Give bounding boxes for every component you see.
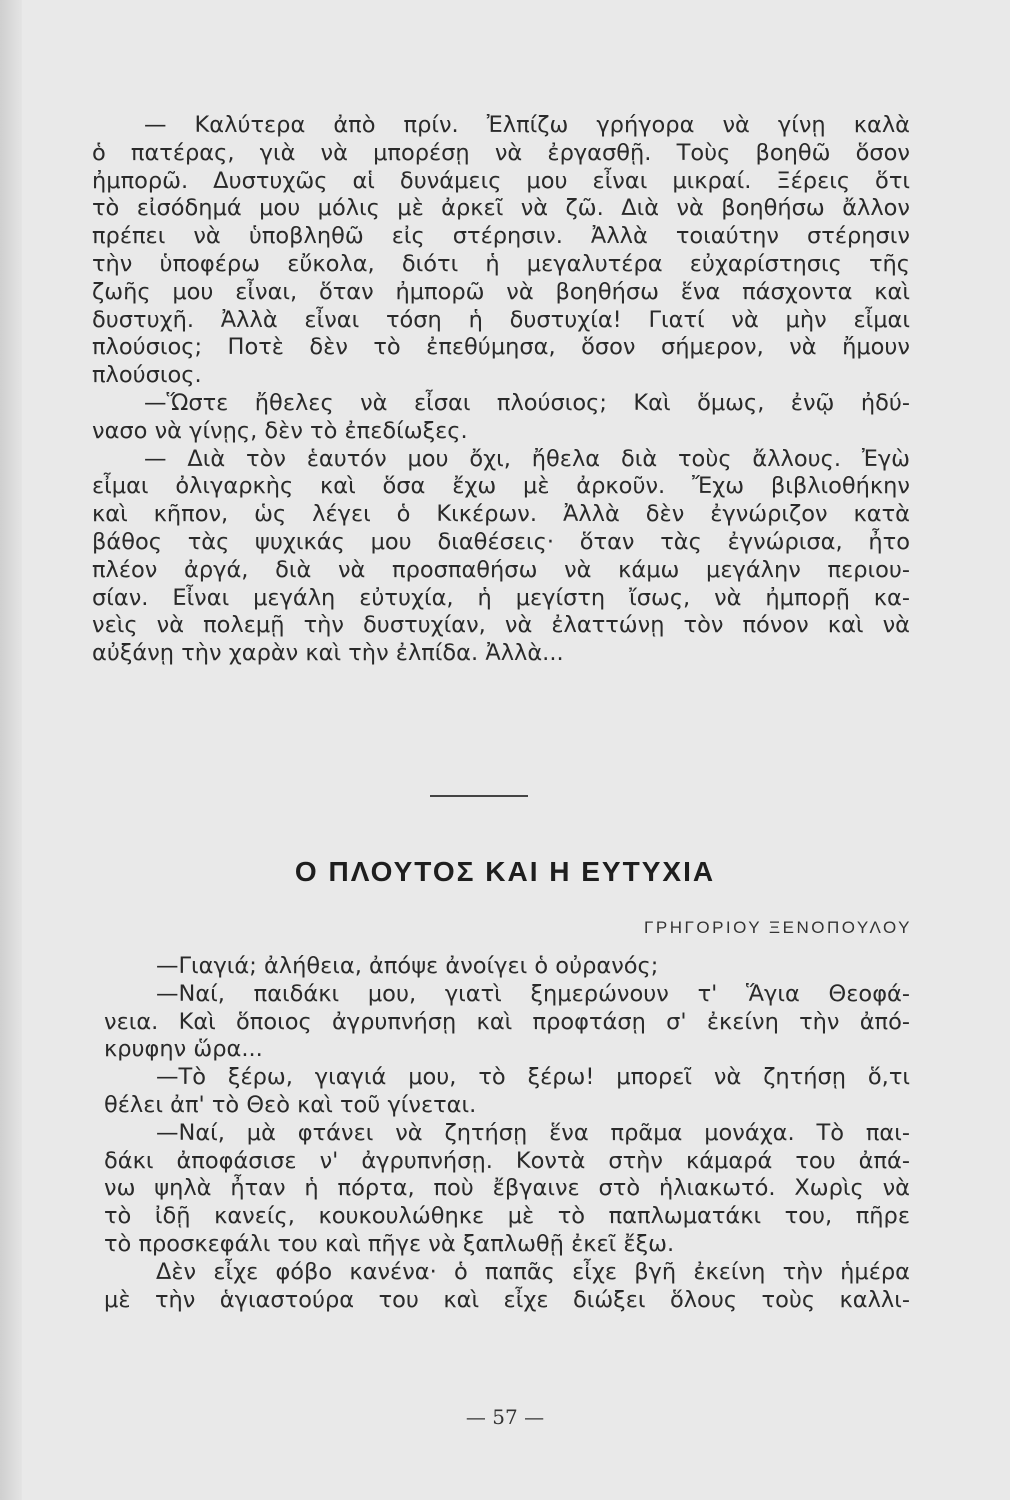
text-line: ἠμπορῶ. Δυστυχῶς αἱ δυνάμεις μου εἶναι μικραί. Ξέρεις ὅτι: [92, 167, 910, 194]
text-line: νω ψηλὰ ἦταν ἡ πόρτα, ποὺ ἔβγαινε στὸ ἡλιακωτό. Χωρὶς νὰ: [104, 1175, 910, 1202]
text-line: —Γιαγιά; ἀλήθεια, ἀπόψε ἀνοίγει ὁ οὐρανός;: [156, 953, 659, 979]
text-line: κρυφην ὥρα...: [104, 1036, 263, 1063]
text-line: τὴν ὑποφέρω εὔκολα, διότι ἡ μεγαλυτέρα εὐχαρίστησις τῆς: [92, 250, 910, 277]
text-line: βάθος τὰς ψυχικάς μου διαθέσεις· ὅταν τὰς ἐγνώρισα, ἦτο: [92, 528, 910, 555]
text-line: —Ναί, παιδάκι μου, γιατὶ ξημερώνουν τ' Ἅγια Θεοφά-: [156, 980, 910, 1007]
text-line: τὸ ἰδῇ κανείς, κουκουλώθηκε μὲ τὸ παπλωματάκι του, πῆρε: [104, 1203, 910, 1230]
text-line: νεὶς νὰ πολεμῇ τὴν δυστυχίαν, νὰ ἐλαττώνῃ τὸν πόνον καὶ νὰ: [92, 612, 910, 639]
text-line: — Διὰ τὸν ἑαυτόν μου ὄχι, ἤθελα διὰ τοὺς ἄλλους. Ἐγὼ: [144, 445, 910, 472]
text-line: καὶ κῆπον, ὡς λέγει ὁ Κικέρων. Ἀλλὰ δὲν ἐγνώριζον κατὰ: [92, 501, 910, 528]
story-title: Ο ΠΛΟΥΤΟΣ ΚΑΙ Η ΕΥΤΥΧΙΑ: [294, 856, 716, 887]
text-line: νασο νὰ γίνῃς, δὲν τὸ ἐπεδίωξες.: [92, 417, 468, 444]
page-number: — 57 —: [465, 1405, 545, 1429]
text-line: —Ναί, μὰ φτάνει νὰ ζητήσῃ ἕνα πρᾶμα μονάχα. Τὸ παι-: [156, 1119, 910, 1146]
text-line: τὸ εἰσόδημά μου μόλις μὲ ἀρκεῖ νὰ ζῶ. Διὰ νὰ βοηθήσω ἄλλον: [92, 195, 910, 222]
text-line: —Τὸ ξέρω, γιαγιά μου, τὸ ξέρω! μπορεῖ νὰ ζητήσῃ ὅ,τι: [156, 1064, 910, 1091]
text-line: πλέον ἀργά, διὰ νὰ προσπαθήσω νὰ κάμω μεγάλην περιου-: [92, 556, 910, 583]
text-line: θέλει ἀπ' τὸ Θεὸ καὶ τοῦ γίνεται.: [104, 1091, 477, 1118]
text-line: ζωῆς μου εἶναι, ὅταν ἠμπορῶ νὰ βοηθήσω ἕνα πάσχοντα καὶ: [92, 278, 910, 305]
text-line: αὐξάνῃ τὴν χαρὰν καὶ τὴν ἐλπίδα. Ἀλλὰ...: [92, 640, 564, 667]
text-line: —Ὥστε ἤθελες νὰ εἶσαι πλούσιος; Καὶ ὅμως, ἐνῷ ἠδύ-: [144, 389, 910, 416]
text-line: δυστυχῆ. Ἀλλὰ εἶναι τόση ἡ δυστυχία! Γιατί νὰ μὴν εἶμαι: [92, 306, 910, 333]
text-line: μὲ τὴν ἁγιαστούρα του καὶ εἶχε διώξει ὅλους τοὺς καλλι-: [104, 1286, 910, 1313]
text-line: δάκι ἀποφάσισε ν' ἀγρυπνήσῃ. Κοντὰ στὴν κάμαρά του ἀπά-: [104, 1147, 910, 1174]
story-author: ΓΡΗΓΟΡΙΟΥ ΞΕΝΟΠΟΥΛΟΥ: [644, 918, 912, 937]
binding-gutter: [0, 0, 22, 1500]
text-line: εἶμαι ὀλιγαρκὴς καὶ ὅσα ἔχω μὲ ἀρκοῦν. Ἔχω βιβλιοθήκην: [92, 473, 910, 500]
section-divider: [430, 795, 528, 797]
text-line: πλούσιος; Ποτὲ δὲν τὸ ἐπεθύμησα, ὅσον σήμερον, νὰ ἤμουν: [92, 334, 910, 361]
text-line: νεια. Καὶ ὅποιος ἀγρυπνήσῃ καὶ προφτάσῃ σ' ἐκείνη τὴν ἀπό-: [104, 1008, 910, 1035]
text-line: πλούσιος.: [92, 362, 202, 389]
section1-text: [92, 112, 910, 668]
text-line: τὸ προσκεφάλι του καὶ πῆγε νὰ ξαπλωθῇ ἐκεῖ ἔξω.: [104, 1230, 675, 1257]
text-line: Δὲν εἶχε φόβο κανένα· ὁ παπᾶς εἶχε βγῆ ἐκείνη τὴν ἡμέρα: [156, 1258, 910, 1285]
text-line: σίαν. Εἶναι μεγάλη εὐτυχία, ἡ μεγίστη ἴσως, νὰ ἠμπορῇ κα-: [92, 584, 910, 611]
text-line: — Καλύτερα ἀπὸ πρίν. Ἐλπίζω γρήγορα νὰ γίνῃ καλὰ: [144, 112, 910, 138]
text-line: πρέπει νὰ ὑποβληθῶ εἰς στέρησιν. Ἀλλὰ τοιαύτην στέρησιν: [92, 223, 910, 250]
story-text: [104, 953, 910, 1314]
text-line: ὁ πατέρας, γιὰ νὰ μπορέσῃ νὰ ἐργασθῇ. Τοὺς βοηθῶ ὅσον: [92, 139, 910, 166]
